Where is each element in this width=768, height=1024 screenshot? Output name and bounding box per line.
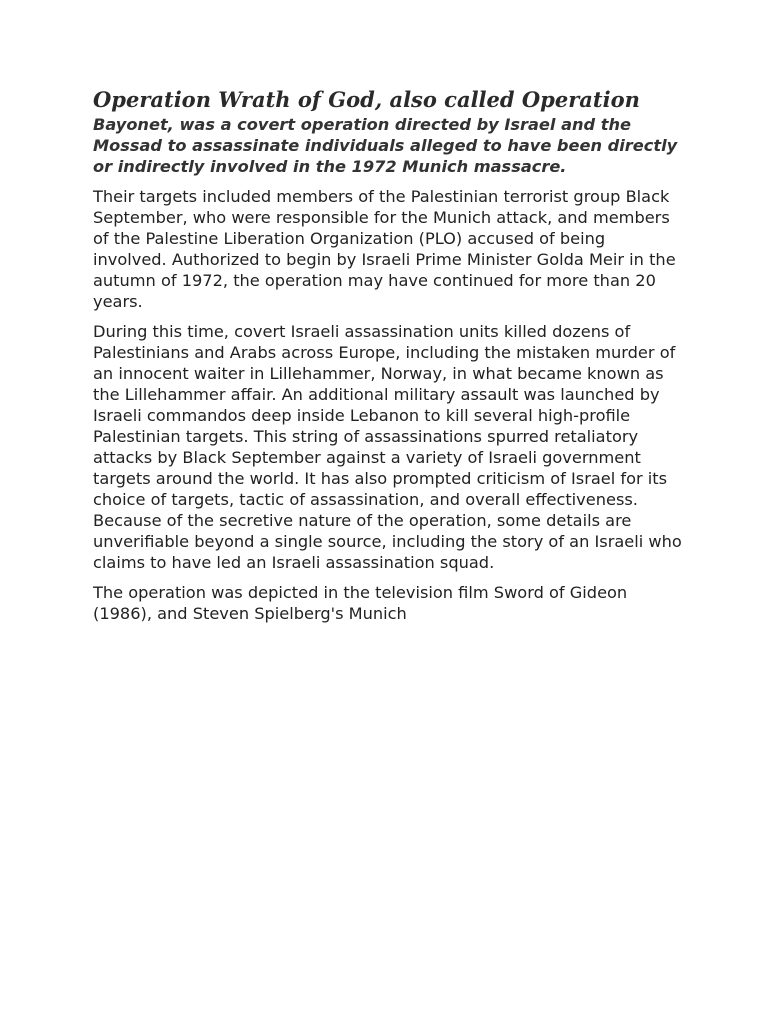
body-paragraph-1: Their targets included members of the Palestinian terrorist group Black September, who were responsible for the Munich attack, and members of the Palestine Liberation Organization (PLO) accused of being involved. Authorized to begin by Israeli Prime Minister Golda Meir in the autumn of 1972, the operation may have continued for more than 20 years. [93, 187, 676, 311]
document-body [93, 86, 683, 633]
document-title: Operation Wrath of God, also called Operation [93, 87, 640, 112]
body-paragraph-2: During this time, covert Israeli assassination units killed dozens of Palestinians and Arabs across Europe, including the mistaken murder of an innocent waiter in Lillehammer, Norway, in what became known as the Lillehammer affair. An additional military assault was launched by Israeli commandos deep inside Lebanon to kill several high-profile Palestinian targets. This string of assassinations spurred retaliatory attacks by Black September against a variety of Israeli government targets around the world. It has also prompted criticism of Israel for its choice of targets, tactic of assassination, and overall effectiveness. Because of the secretive nature of the operation, some details are unverifiable beyond a single source, including the story of an Israeli who claims to have led an Israeli assassination squad. [93, 322, 682, 572]
body-paragraph-3: The operation was depicted in the television film Sword of Gideon (1986), and Steven Spielberg's Munich [93, 583, 628, 623]
intro-paragraph: Bayonet, was a covert operation directed by Israel and the Mossad to assassinate individuals alleged to have been directly or indirectly involved in the 1972 Munich massacre. [93, 115, 678, 176]
